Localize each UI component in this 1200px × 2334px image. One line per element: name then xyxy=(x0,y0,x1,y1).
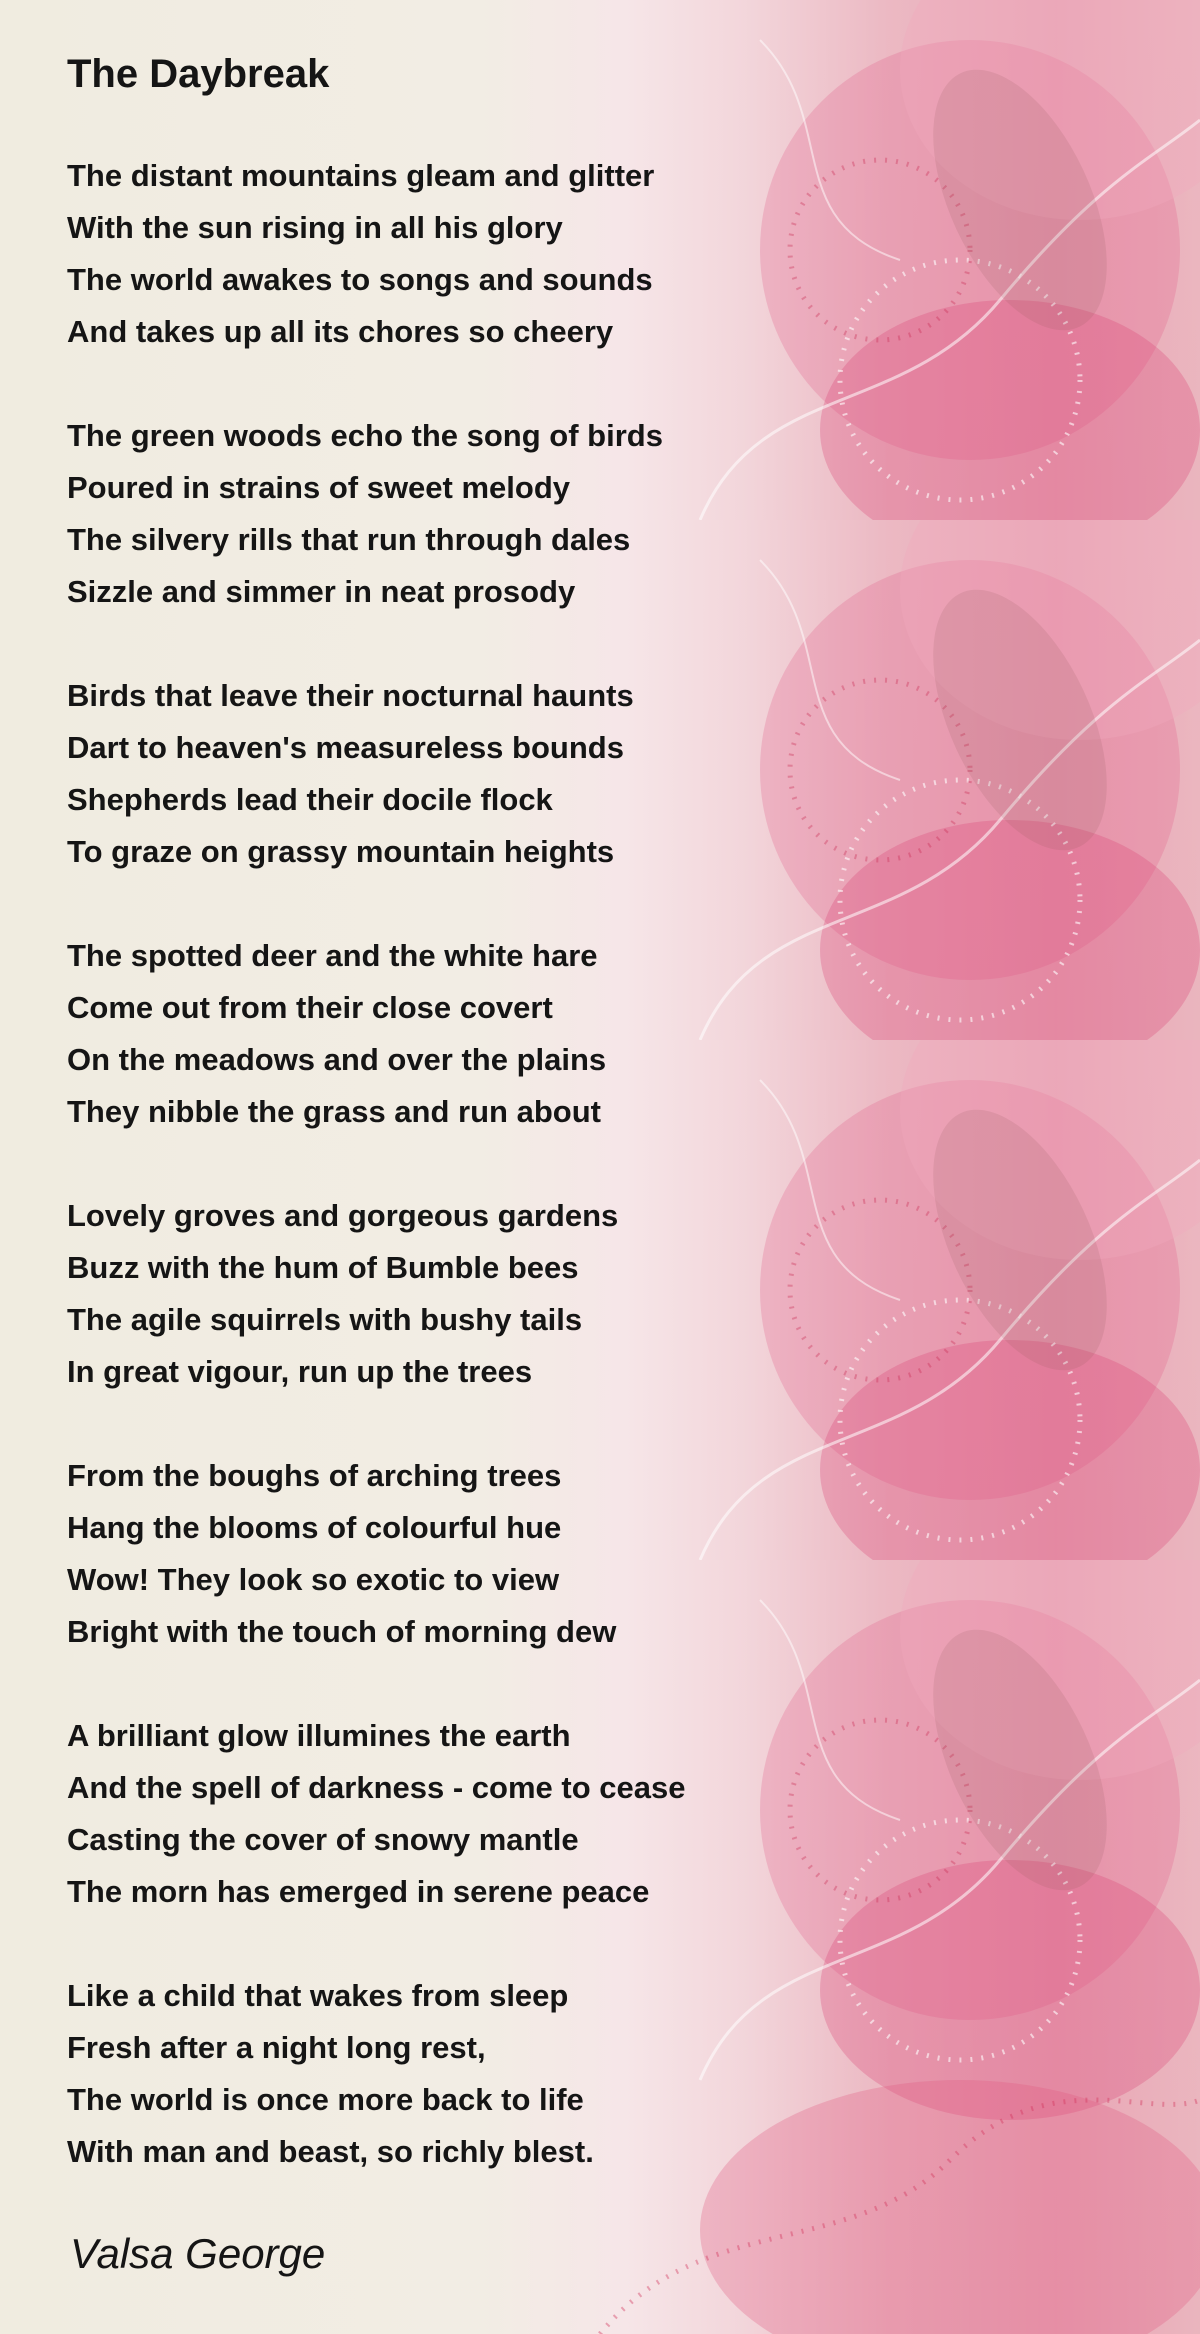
poem-line: Buzz with the hum of Bumble bees xyxy=(67,1250,579,1285)
stanza xyxy=(67,1710,685,1918)
poem-line: With the sun rising in all his glory xyxy=(67,210,563,245)
poem-line: Sizzle and simmer in neat prosody xyxy=(67,574,576,609)
poem-line: Hang the blooms of colourful hue xyxy=(67,1510,562,1545)
poem-line: And the spell of darkness - come to cease xyxy=(67,1770,686,1805)
poem-line: The silvery rills that run through dales xyxy=(67,522,631,557)
poem-line: Like a child that wakes from sleep xyxy=(67,1978,569,2013)
stanza xyxy=(67,930,685,1138)
poem-line: The world awakes to songs and sounds xyxy=(67,262,653,297)
stanza-gap xyxy=(67,358,685,410)
stanza xyxy=(67,150,685,358)
poem-line: The green woods echo the song of birds xyxy=(67,418,663,453)
poem-line: Dart to heaven's measureless bounds xyxy=(67,730,624,765)
stanza-gap xyxy=(67,1398,685,1450)
poem-line: The morn has emerged in serene peace xyxy=(67,1874,650,1909)
poem-line: They nibble the grass and run about xyxy=(67,1094,601,1129)
poem-body xyxy=(67,150,685,2178)
poem-line: Bright with the touch of morning dew xyxy=(67,1614,617,1649)
poem-line: With man and beast, so richly blest. xyxy=(67,2134,594,2169)
poem-line: Casting the cover of snowy mantle xyxy=(67,1822,579,1857)
poem-line: The world is once more back to life xyxy=(67,2082,584,2117)
stanza xyxy=(67,670,685,878)
stanza xyxy=(67,410,685,618)
poem-line: Birds that leave their nocturnal haunts xyxy=(67,678,634,713)
stanza-gap xyxy=(67,1918,685,1970)
poem-line: The spotted deer and the white hare xyxy=(67,938,598,973)
poem-line: And takes up all its chores so cheery xyxy=(67,314,614,349)
poem-line: Lovely groves and gorgeous gardens xyxy=(67,1198,619,1233)
poem-line: The agile squirrels with bushy tails xyxy=(67,1302,583,1337)
poem-line: In great vigour, run up the trees xyxy=(67,1354,533,1389)
stanza-gap xyxy=(67,1138,685,1190)
stanza-gap xyxy=(67,618,685,670)
poem-line: Come out from their close covert xyxy=(67,990,553,1025)
stanza xyxy=(67,1190,685,1398)
poem-author: Valsa George xyxy=(70,2230,326,2277)
poem-title: The Daybreak xyxy=(67,52,330,96)
poem-line: Fresh after a night long rest, xyxy=(67,2030,486,2065)
stanza xyxy=(67,1450,685,1658)
poem-line: Shepherds lead their docile flock xyxy=(67,782,553,817)
poem-line: To graze on grassy mountain heights xyxy=(67,834,615,869)
stanza-gap xyxy=(67,878,685,930)
stanza xyxy=(67,1970,685,2178)
poem-line: From the boughs of arching trees xyxy=(67,1458,562,1493)
poem-line: On the meadows and over the plains xyxy=(67,1042,607,1077)
stanza-gap xyxy=(67,1658,685,1710)
poem-line: Wow! They look so exotic to view xyxy=(67,1562,560,1597)
poem-line: A brilliant glow illumines the earth xyxy=(67,1718,571,1753)
poem-line: Poured in strains of sweet melody xyxy=(67,470,571,505)
poem-line: The distant mountains gleam and glitter xyxy=(67,158,655,193)
